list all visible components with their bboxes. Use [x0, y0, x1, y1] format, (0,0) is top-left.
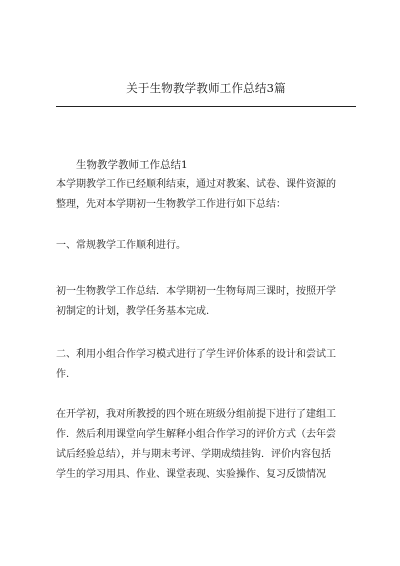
paragraph-point-one: [56, 236, 360, 256]
paragraph-line: 初一生物教学工作总结．本学期初一生物每周三课时，按照开学: [56, 286, 336, 297]
document-title: 关于生物教学教师工作总结3篇: [126, 81, 286, 95]
title-divider: [56, 106, 356, 107]
paragraph-line: 试后经验总结），并与期末考评、学期成绩挂钩．评价内容包括: [56, 449, 331, 460]
paragraph-group-work: [56, 405, 360, 485]
paragraph-line: 一、常规教学工作顺利进行。: [56, 240, 186, 251]
section-heading: 生物教学教师工作总结1: [76, 159, 188, 171]
paragraph-intro: [56, 175, 360, 215]
paragraph-line: 本学期教学工作已经顺利结束，通过对教案、试卷、课件资源的: [56, 179, 336, 190]
paragraph-line: 二、利用小组合作学习模式进行了学生评价体系的设计和尝试工: [56, 349, 336, 360]
paragraph-summary: [56, 282, 360, 322]
paragraph-line: 学生的学习用具、作业、课堂表现、实验操作、复习反馈情况: [56, 469, 326, 480]
paragraph-line: 作.: [56, 369, 70, 380]
paragraph-point-two: [56, 345, 360, 385]
paragraph-line: 作．然后利用课堂向学生解释小组合作学习的评价方式（去年尝: [56, 429, 336, 440]
paragraph-line: 初制定的计划，教学任务基本完成.: [56, 306, 210, 317]
paragraph-line: 整理，先对本学期初一生物教学工作进行如下总结：: [56, 199, 286, 210]
paragraph-line: 在开学初，我对所教授的四个班在班级分组前提下进行了建组工: [56, 409, 336, 420]
